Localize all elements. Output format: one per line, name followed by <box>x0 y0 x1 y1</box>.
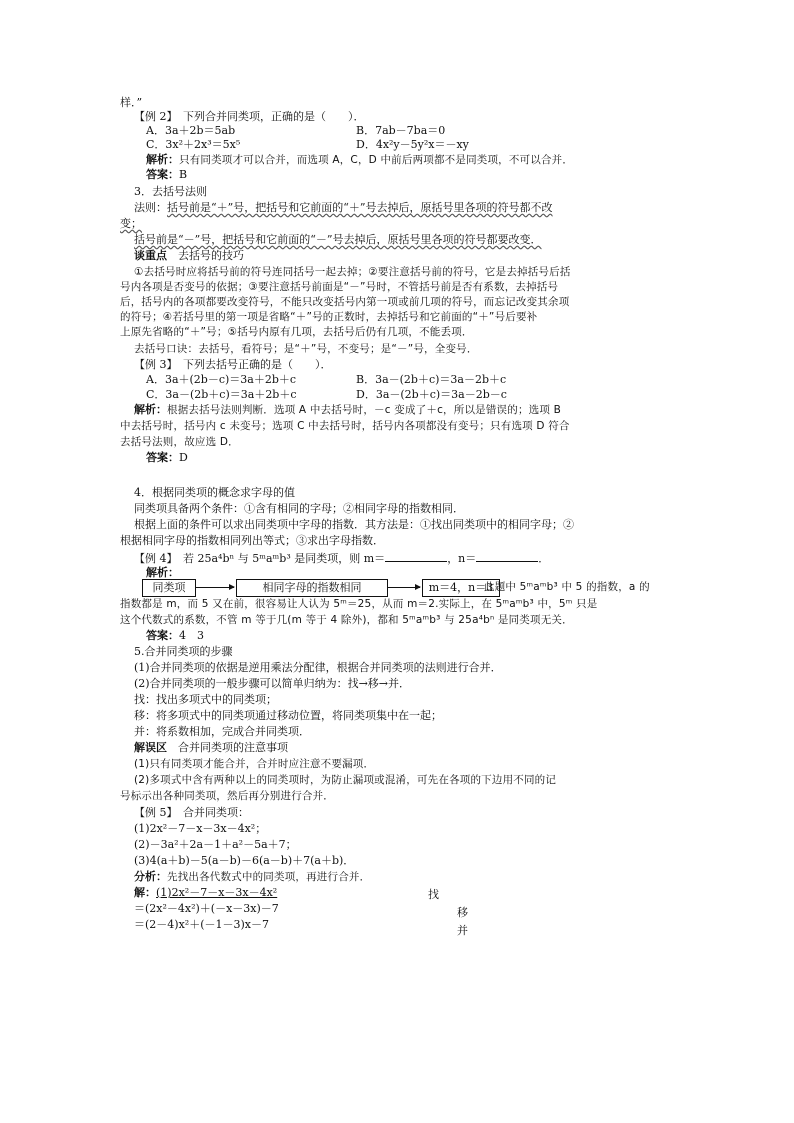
problem-line: (3)4(a＋b)－5(a－b)－6(a－b)＋7(a＋b)． <box>134 854 355 867</box>
step-tag: 并 <box>457 924 469 937</box>
answer-blank-m[interactable] <box>385 550 447 562</box>
analysis-text: 中去括号时，括号内 c 未变号；选项 C 中去括号时，括号内各项都没有变号；只有选项 D 符合 <box>120 420 570 432</box>
option-d: D．3a－(2b＋c)＝3a－2b－c <box>356 388 507 401</box>
analysis-line <box>134 870 370 884</box>
text-line: 移：将多项式中的同类项通过移动位置，将同类项集中在一起； <box>134 709 442 722</box>
key-point-label: 谈重点 <box>134 249 167 262</box>
example-4-question <box>134 550 549 566</box>
rule-2 <box>134 233 542 247</box>
solution-expr: (1)2x²－7－x－3x－4x² <box>156 886 278 899</box>
analysis-label: 分析： <box>134 870 167 883</box>
analysis-label: 解析： <box>146 153 179 166</box>
rule-1-cont <box>120 217 142 231</box>
analysis-paragraph <box>146 153 573 167</box>
mnemonic-line: 去括号口诀：去括号，看符号；是“＋”号，不变号；是“－”号，全变号． <box>134 343 478 355</box>
text-line: 找：找出多项式中的同类项； <box>134 693 277 706</box>
flow-box-similar-terms: 同类项 <box>142 579 196 597</box>
example-3-question: 【例 3】 下列去括号正确的是（ ）． <box>134 358 332 371</box>
answer-label: 答案： <box>146 451 179 464</box>
rule-2-text: 括号前是“－”号，把括号和它前面的“－”号去掉后，原括号里各项的符号都要改变． <box>134 233 542 246</box>
answer-value: B <box>179 168 188 181</box>
analysis-text: 先找出各代数式中的同类项，再进行合并． <box>167 871 371 883</box>
solution-line <box>134 886 277 900</box>
section-5-title: 5.合并同类项的步骤 <box>134 645 233 658</box>
example-5-question: 【例 5】 合并同类项： <box>134 806 249 819</box>
option-c: C．3x²＋2x³＝5x⁵ <box>146 138 241 151</box>
misconception-heading <box>134 741 288 755</box>
paragraph-line: 号内各项是否变号的依据；③要注意括号前面是“－”号时，不管括号前是否有系数，去掉括号 <box>120 281 559 293</box>
flow-arrow <box>196 587 234 588</box>
analysis-label-text: 解析： <box>146 566 179 579</box>
example-2-question: 【例 2】 下列合并同类项，正确的是（ ）． <box>134 110 365 123</box>
paragraph-line: (2)多项式中含有两种以上的同类项时，为防止漏项或混淆，可先在各项的下边用不同的记 <box>134 774 557 786</box>
text-line: 样．” <box>120 96 143 109</box>
flow-box-exponent: 相同字母的指数相同 <box>236 579 388 597</box>
text-line: (2)合并同类项的一般步骤可以简单归纳为：找→移→并． <box>134 677 411 690</box>
flow-box-result: m＝4，n＝3 <box>422 579 500 597</box>
text-line: 根据上面的条件可以求出同类项中字母的指数．其方法是：①找出同类项中的相同字母；② <box>134 518 574 531</box>
solution-line: ＝(2－4)x²＋(－1－3)x－7 <box>134 918 269 931</box>
analysis-label <box>146 566 179 580</box>
text-line: 并：将系数相加，完成合并同类项． <box>134 725 310 738</box>
paragraph-line: (1)只有同类项才能合并，合并时应注意不要漏项． <box>134 758 375 770</box>
solution-label: 解： <box>134 886 156 899</box>
paragraph-line: 的符号；④若括号里的第一项是省略“＋”号的正数时，去掉括号和它前面的“＋”号后要补 <box>120 311 538 323</box>
option-a: A．3a＋2b＝5ab <box>146 124 236 137</box>
option-d: D．4x²y－5y²x＝－xy <box>356 138 469 151</box>
rule-1 <box>134 201 553 215</box>
analysis-text: 去括号法则，故应选 D． <box>120 436 239 448</box>
solution-line: ＝(2x²－4x²)＋(－x－3x)－7 <box>134 902 279 915</box>
text-line: 同类项具备两个条件：①含有相同的字母；②相同字母的指数相同． <box>134 502 464 515</box>
analysis-text: 这个代数式的系数，不管 m 等于几(m 等于 4 除外)，都和 5ᵐaᵐb³ 与 25a⁴bⁿ 是同类项无关． <box>120 614 573 626</box>
section-4-title: 4．根据同类项的概念求字母的值 <box>134 486 295 499</box>
analysis-text: 指数都是 m，而 5 又在前，很容易让人认为 5ᵐ＝25，从而 m＝2.实际上，在 5ᵐaᵐb³ 中，5ᵐ 只是 <box>120 598 598 610</box>
question-text: 【例 4】 若 25a⁴bⁿ 与 5ᵐaᵐb³ 是同类项，则 m＝ <box>134 552 386 565</box>
rule-1-text-cont: 变； <box>120 217 142 230</box>
step-tag: 找 <box>428 888 440 901</box>
paragraph-line: 后，括号内的各项都要改变符号，不能只改变括号内第一项或前几项的符号，而忘记改变其余项 <box>120 296 570 308</box>
option-b: B．7ab－7ba＝0 <box>356 124 446 137</box>
misconception-label: 解误区 <box>134 741 167 754</box>
paragraph-line: ①去括号时应将括号前的符号连同括号一起去掉；②要注意括号前的符号，它是去掉括号后括 <box>134 266 571 278</box>
answer-blank-n[interactable] <box>476 550 538 562</box>
flow-arrow <box>388 587 420 588</box>
paragraph-line: 上原先省略的“＋”号；⑤括号内原有几项，去括号后仍有几项，不能丢项． <box>120 326 473 338</box>
analysis-text: 只有同类项才可以合并，而选项 A，C，D 中前后两项都不是同类项，不可以合并． <box>179 154 574 166</box>
answer-line <box>146 168 187 182</box>
answer-line <box>146 629 204 643</box>
answer-label: 答案： <box>146 629 179 642</box>
answer-label: 答案： <box>146 168 179 181</box>
key-point-title: 去括号的技巧 <box>167 249 244 262</box>
analysis-paragraph <box>134 403 561 417</box>
question-text: ． <box>538 552 550 565</box>
rule-prefix: 法则： <box>134 201 167 214</box>
text-line: 根据相同字母的指数相同列出等式；③求出字母指数． <box>120 534 384 547</box>
text-line: (1)合并同类项的依据是逆用乘法分配律，根据合并同类项的法则进行合并． <box>134 661 502 674</box>
problem-line: (1)2x²－7－x－3x－4x²； <box>134 822 267 835</box>
analysis-text: 根据去括号法则判断．选项 A 中去括号时，－c 变成了＋c，所以是错误的；选项 B <box>167 404 561 416</box>
problem-line: (2)－3a²＋2a－1＋a²－5a＋7； <box>134 838 297 851</box>
question-text: ，n＝ <box>447 552 477 565</box>
answer-value: D <box>179 451 188 464</box>
rule-1-text: 括号前是“＋”号，把括号和它前面的“＋”号去掉后，原括号里各项的符号都不改 <box>167 201 553 214</box>
section-3-title: 3．去括号法则 <box>134 185 207 198</box>
step-tag: 移 <box>457 906 469 919</box>
key-point-heading <box>134 249 244 263</box>
paragraph-line: 号标示出各种同类项，然后再分别进行合并． <box>120 790 334 802</box>
option-b: B．3a－(2b＋c)＝3a－2b＋c <box>356 373 507 386</box>
answer-value: 4 3 <box>179 629 204 642</box>
option-a: A．3a＋(2b－c)＝3a＋2b＋c <box>146 373 297 386</box>
analysis-text: 此题中 5ᵐaᵐb³ 中 5 的指数，a 的 <box>484 581 650 593</box>
misconception-title: 合并同类项的注意事项 <box>167 741 288 754</box>
analysis-label: 解析： <box>134 403 167 416</box>
answer-line <box>146 451 188 465</box>
option-c: C．3a－(2b＋c)＝3a＋2b＋c <box>146 388 297 401</box>
